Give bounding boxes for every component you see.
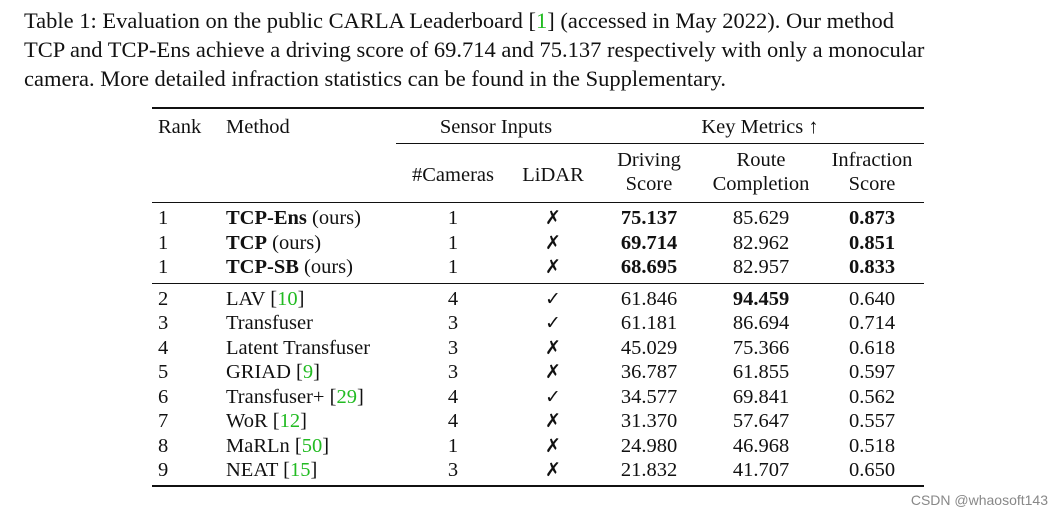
cameras-cell: 3 bbox=[447, 361, 459, 383]
citation-link[interactable]: 50 bbox=[301, 434, 323, 457]
table-row bbox=[152, 434, 924, 459]
check-icon: ✓ bbox=[545, 385, 561, 408]
infraction-score-cell: 0.650 bbox=[820, 458, 924, 486]
sensor-inputs-header bbox=[396, 108, 596, 144]
method-cell bbox=[220, 311, 396, 336]
cross-icon: ✗ bbox=[545, 231, 561, 254]
method-suffix: ] bbox=[300, 410, 307, 432]
cross-icon: ✗ bbox=[510, 458, 596, 486]
route-completion-cell: 41.707 bbox=[702, 458, 820, 486]
route-completion-cell: 61.855 bbox=[732, 361, 790, 383]
method-name: TCP bbox=[226, 231, 267, 254]
driving-score-cell: 36.787 bbox=[620, 361, 678, 383]
citation-link[interactable]: 1 bbox=[536, 8, 548, 33]
method-name: Transfuser bbox=[226, 312, 313, 334]
caption-text: Table 1: Evaluation on the public CARLA Leaderboard [ bbox=[24, 8, 537, 33]
citation-link[interactable]: 15 bbox=[289, 459, 311, 481]
method-cell bbox=[220, 385, 396, 410]
infraction-score-header-bottom: Score bbox=[848, 173, 896, 195]
check-icon: ✓ bbox=[510, 283, 596, 311]
route-completion-cell: 85.629 bbox=[702, 203, 820, 231]
route-completion-cell: 82.962 bbox=[732, 231, 790, 254]
caption-line-3: camera. More detailed infraction statistics can be found in the Supplementary. bbox=[24, 66, 727, 91]
table-row bbox=[152, 336, 924, 361]
infraction-score-cell: 0.833 bbox=[848, 256, 896, 278]
infraction-score-cell: 0.597 bbox=[848, 361, 896, 383]
method-suffix: (ours) bbox=[298, 256, 353, 278]
cross-icon: ✗ bbox=[510, 203, 596, 231]
table-row-ours-2 bbox=[152, 231, 924, 256]
key-metrics-label: Key Metrics ↑ bbox=[701, 116, 819, 138]
table-row-ours-3 bbox=[152, 255, 924, 283]
cross-icon: ✗ bbox=[545, 361, 561, 383]
method-name: TCP-Ens bbox=[226, 207, 307, 229]
route-completion-cell: 69.841 bbox=[732, 385, 790, 408]
table-row bbox=[152, 311, 924, 336]
route-completion-cell: 46.968 bbox=[732, 434, 790, 457]
cameras-cell: 3 bbox=[447, 312, 459, 334]
rank-cell: 6 bbox=[158, 385, 169, 408]
method-name: WoR [ bbox=[226, 410, 280, 432]
cameras-cell: 1 bbox=[396, 203, 510, 231]
driving-score-cell: 61.181 bbox=[620, 312, 678, 334]
infraction-score-cell: 0.640 bbox=[820, 283, 924, 311]
route-completion-header-top: Route bbox=[702, 144, 820, 173]
method-suffix: ] bbox=[313, 361, 320, 383]
method-name: Latent Transfuser bbox=[226, 336, 371, 359]
driving-score-header-top: Driving bbox=[596, 144, 702, 173]
table-row bbox=[152, 409, 924, 434]
driving-score-cell: 69.714 bbox=[620, 231, 678, 254]
method-cell bbox=[220, 336, 396, 361]
rank-cell: 7 bbox=[158, 410, 169, 432]
cameras-header: #Cameras bbox=[396, 144, 510, 203]
infraction-score-cell: 0.518 bbox=[848, 434, 896, 457]
table-row bbox=[152, 385, 924, 410]
citation-link[interactable]: 12 bbox=[279, 410, 301, 432]
driving-score-cell: 75.137 bbox=[596, 203, 702, 231]
check-icon: ✓ bbox=[545, 312, 561, 334]
header-row-1 bbox=[152, 108, 924, 144]
route-completion-cell: 82.957 bbox=[732, 256, 790, 278]
method-name: Transfuser+ [ bbox=[226, 385, 337, 408]
rank-cell: 1 bbox=[152, 203, 220, 231]
infraction-score-cell: 0.873 bbox=[820, 203, 924, 231]
driving-score-cell: 21.832 bbox=[596, 458, 702, 486]
rank-cell: 8 bbox=[158, 434, 169, 457]
method-name: NEAT [ bbox=[226, 459, 290, 481]
key-metrics-header bbox=[596, 108, 924, 144]
driving-score-cell: 24.980 bbox=[620, 434, 678, 457]
method-cell bbox=[220, 434, 396, 459]
results-table-wrapper bbox=[152, 107, 924, 487]
infraction-score-header-top: Infraction bbox=[820, 144, 924, 173]
driving-score-cell: 61.846 bbox=[596, 283, 702, 311]
method-cell bbox=[220, 409, 396, 434]
infraction-score-cell: 0.618 bbox=[848, 336, 896, 359]
cross-icon: ✗ bbox=[545, 336, 561, 359]
table-row bbox=[152, 283, 924, 311]
rank-cell: 1 bbox=[158, 256, 169, 278]
rank-cell: 3 bbox=[158, 312, 169, 334]
watermark: CSDN @whaosoft143 bbox=[910, 492, 1048, 508]
cross-icon: ✗ bbox=[545, 410, 561, 432]
cameras-cell: 3 bbox=[396, 458, 510, 486]
route-completion-cell: 57.647 bbox=[732, 410, 790, 432]
driving-score-cell: 68.695 bbox=[620, 256, 678, 278]
cameras-cell: 4 bbox=[396, 283, 510, 311]
cameras-cell: 4 bbox=[447, 385, 459, 408]
method-cell bbox=[220, 458, 396, 486]
cameras-cell: 1 bbox=[447, 231, 459, 254]
infraction-score-cell: 0.714 bbox=[848, 312, 896, 334]
caption-line-1 bbox=[24, 6, 1054, 35]
rank-header: Rank bbox=[158, 116, 202, 138]
driving-score-cell: 34.577 bbox=[620, 385, 678, 408]
results-table bbox=[152, 107, 924, 487]
lidar-header: LiDAR bbox=[510, 144, 596, 203]
method-cell bbox=[220, 231, 396, 256]
method-suffix: ] bbox=[297, 287, 305, 310]
method-header: Method bbox=[226, 116, 290, 138]
infraction-score-cell: 0.562 bbox=[848, 385, 896, 408]
sensor-inputs-label: Sensor Inputs bbox=[439, 116, 553, 138]
method-name: GRIAD [ bbox=[226, 361, 303, 383]
table-row bbox=[152, 458, 924, 486]
driving-score-cell: 45.029 bbox=[620, 336, 678, 359]
citation-link[interactable]: 10 bbox=[277, 287, 298, 310]
rank-cell: 9 bbox=[152, 458, 220, 486]
cameras-cell: 1 bbox=[447, 256, 459, 278]
method-suffix: ] bbox=[322, 434, 330, 457]
infraction-score-cell: 0.851 bbox=[848, 231, 896, 254]
route-completion-cell: 94.459 bbox=[702, 283, 820, 311]
cameras-cell: 1 bbox=[447, 434, 459, 457]
table-row-ours-1 bbox=[152, 203, 924, 231]
cross-icon: ✗ bbox=[545, 256, 561, 278]
infraction-score-cell: 0.557 bbox=[848, 410, 896, 432]
method-cell bbox=[220, 360, 396, 385]
method-suffix: ] bbox=[310, 459, 318, 481]
method-cell bbox=[220, 203, 396, 231]
route-completion-cell: 75.366 bbox=[732, 336, 790, 359]
cameras-cell: 3 bbox=[447, 336, 459, 359]
caption-line-2: TCP and TCP-Ens achieve a driving score of 69.714 and 75.137 respectively with only a monocular bbox=[24, 37, 925, 62]
route-completion-cell: 86.694 bbox=[732, 312, 790, 334]
rank-cell: 2 bbox=[152, 283, 220, 311]
citation-link[interactable]: 9 bbox=[302, 361, 314, 383]
cameras-cell: 4 bbox=[447, 410, 459, 432]
table-row bbox=[152, 360, 924, 385]
caption-text: ] (accessed in May 2022). Our method bbox=[547, 8, 895, 33]
method-suffix: (ours) bbox=[267, 231, 322, 254]
citation-link[interactable]: 29 bbox=[336, 385, 357, 408]
rank-cell: 1 bbox=[158, 231, 169, 254]
method-cell bbox=[220, 283, 396, 311]
driving-score-header-bottom: Score bbox=[625, 173, 673, 195]
method-name: MaRLn [ bbox=[226, 434, 302, 457]
rank-cell: 5 bbox=[158, 361, 169, 383]
route-completion-header-bottom: Completion bbox=[712, 173, 810, 195]
method-name: LAV [ bbox=[226, 287, 278, 310]
rank-cell: 4 bbox=[158, 336, 169, 359]
method-cell bbox=[220, 255, 396, 283]
table-caption bbox=[24, 6, 1054, 93]
method-suffix: (ours) bbox=[306, 207, 361, 229]
method-name: TCP-SB bbox=[226, 256, 299, 278]
method-suffix: ] bbox=[356, 385, 364, 408]
cross-icon: ✗ bbox=[545, 434, 561, 457]
driving-score-cell: 31.370 bbox=[620, 410, 678, 432]
